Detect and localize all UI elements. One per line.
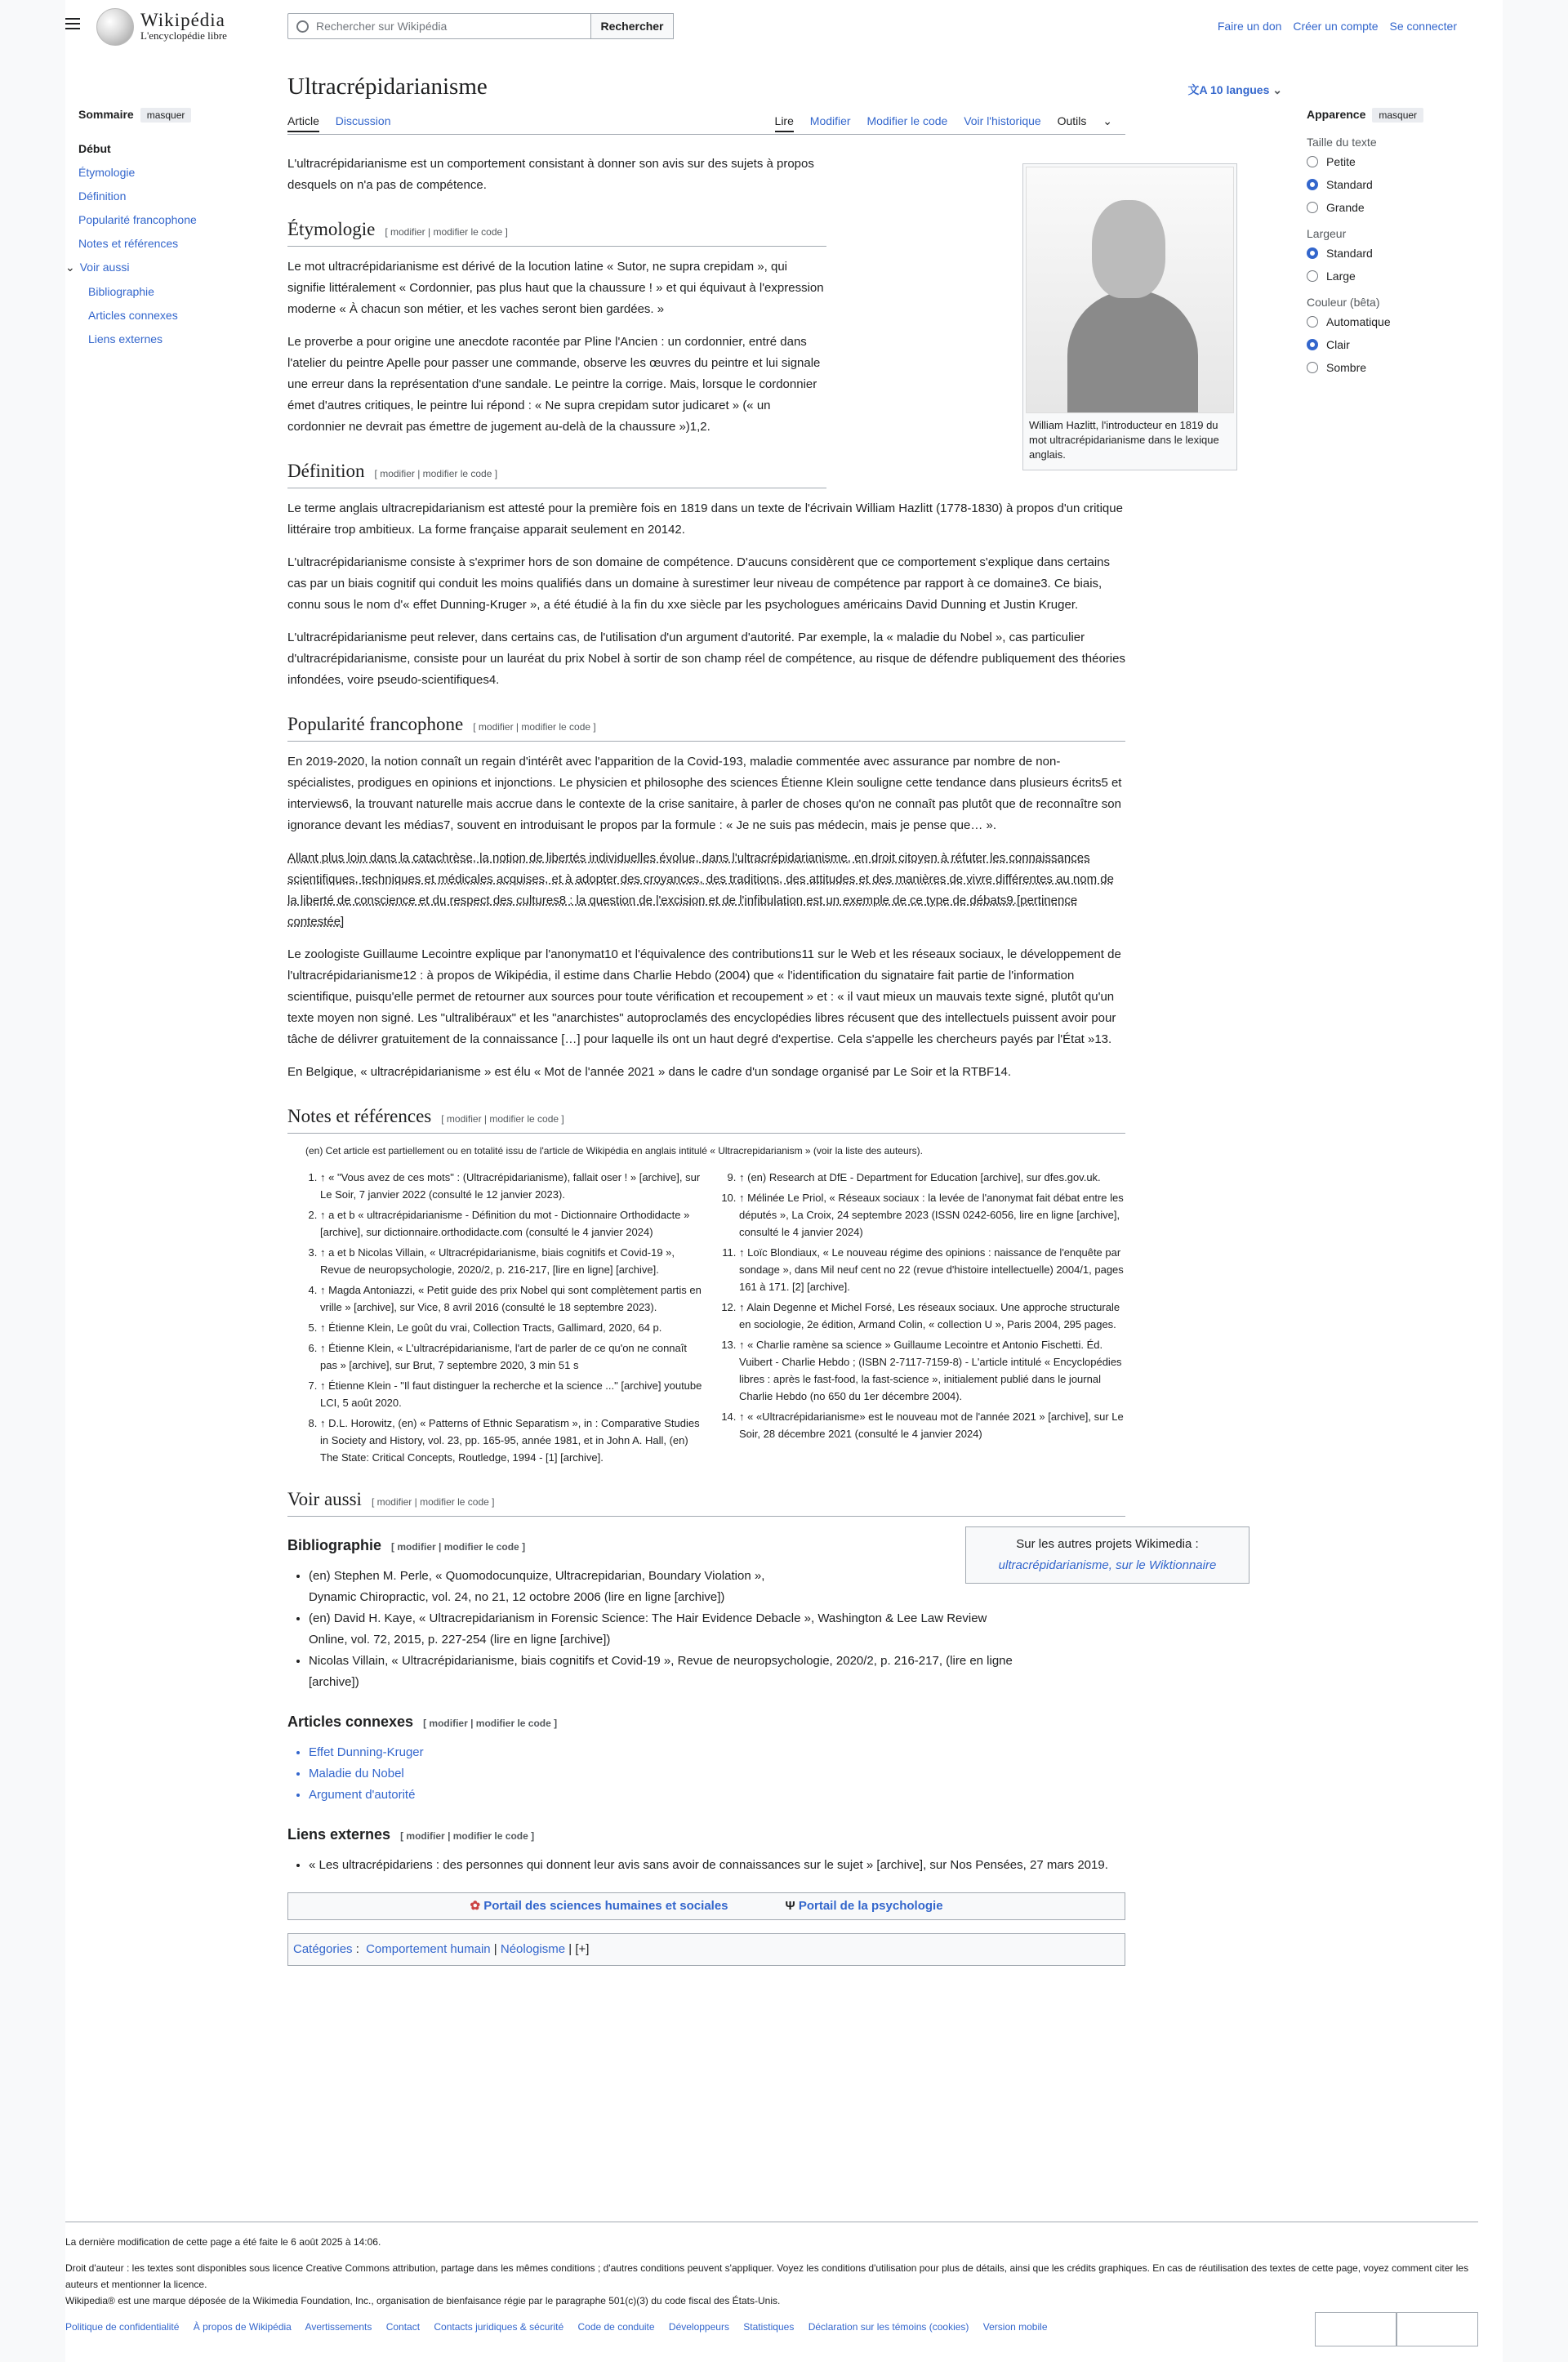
pop-paragraph-3: Le zoologiste Guillaume Lecointre explique par l'anonymat10 et l'équivalence des contributions11 sur le Web et les réseaux sociaux, le développement de l'ultracrépidarianisme12 : à propos de Wikipédia, il estime dans Charlie Hebdo (2004) que « l'identification du signataire fait partie de l'information scientifique, puisqu'elle permet de retourner aux sources pour toute vérification et recoupement » et : « il vaut mieux un mauvais texte signé, plutôt qu'un texte moyen non signé. Les "ultralibéraux" et les "anarchistes" autoproclamés des encyclopédies libres récusent que des intellectuels puissent avoir pour tâche de délivrer gratuitement de la connaissance […] pour laquelle ils ont un haut degré d'expertise. Cela s'appelle les chercheurs payés par l'État »13. [287, 947, 1121, 1046]
mediawiki-badge[interactable] [1396, 2312, 1478, 2346]
trademark-text: Wikipedia® est une marque déposée de la Wikimedia Foundation, Inc., organisation de bienfaisance régie par le paragraphe 501(c)(3) du code fiscal des États-Unis. [65, 2295, 781, 2306]
reference-item: 1. ↑ « "Vous avez de ces mots" : (Ultracrépidarianisme), fallait oser ! » [archive], sur Le Soir, 7 janvier 2022 (consulté le 12 janvier 2023). [320, 1169, 706, 1203]
section-liens-externes [287, 1824, 1125, 1847]
related-article-link[interactable]: • Argument d'autorité [309, 1785, 1125, 1806]
page-tabs [287, 114, 1125, 135]
bibliography-item: • Nicolas Villain, « Ultracrépidarianisme, biais cognitifs et Covid-19 », Revue de neuropsychologie, 2020/2, p. 216-217, (lire en ligne [archive]) [309, 1651, 1027, 1693]
footer-link[interactable]: Version mobile [982, 2321, 1048, 2333]
sister-projects-box [965, 1526, 1250, 1584]
reference-item: 9. ↑ (en) Research at DfE - Department for Education [archive], sur dfes.gov.uk. [739, 1169, 1125, 1186]
tab-history[interactable]: Voir l'historique [964, 114, 1041, 127]
portrait-image[interactable] [1026, 167, 1234, 413]
category-link[interactable]: Comportement humain [366, 1942, 491, 1956]
toc-item-debut[interactable]: Début [78, 142, 111, 155]
personal-nav [1209, 20, 1457, 33]
text-size-small[interactable] [1307, 155, 1478, 168]
reference-item: 10. ↑ Mélinée Le Priol, « Réseaux sociaux : la levée de l'anonymat fait débat entre les députés », La Croix, 24 septembre 2023 (ISSN 0242-6056, lire en ligne [archive], consulté le 4 janvier 2024) [739, 1189, 1125, 1241]
tab-edit[interactable]: Modifier [809, 114, 851, 127]
toc-title: Sommaire [78, 108, 134, 121]
reference-item: 11. ↑ Loïc Blondiaux, « Le nouveau régime des opinions : naissance de l'enquête par sondage », dans Mil neuf cent no 22 (revue d'histoire intellectuelle) 2004/1, pages 161 à 171. [2] [archive]. [739, 1244, 1125, 1295]
section-title: Étymologie [287, 219, 376, 239]
toc-title-row [78, 108, 261, 123]
footer-links [65, 2319, 1478, 2335]
edit-section-link[interactable]: [ modifier | modifier le code ] [441, 1113, 564, 1125]
table-of-contents [65, 108, 261, 356]
tab-edit-source[interactable]: Modifier le code [866, 114, 948, 127]
edit-section-link[interactable]: [ modifier | modifier le code ] [423, 1718, 558, 1729]
footer-link[interactable]: Développeurs [668, 2321, 729, 2333]
radio-selected-icon[interactable] [1307, 339, 1318, 350]
def-paragraph-3: L'ultracrépidarianisme peut relever, dans certains cas, de l'utilisation d'un argument d'autorité. Par exemple, la « maladie du Nobel », cas particulier d'ultracrépidarianisme, consiste pour un lauréat du prix Nobel à sortir de son champ réel de compétence, au risque de défendre publiquement des théories infondées, voire pseudo-scientifiques4. [287, 631, 1125, 687]
toc-subitem-liens-externes[interactable]: Liens externes [88, 332, 163, 345]
reference-item: 5. ↑ Étienne Klein, Le goût du vrai, Collection Tracts, Gallimard, 2020, 64 p. [320, 1319, 706, 1336]
option-label: Standard [1326, 247, 1373, 260]
option-label: Sombre [1326, 361, 1367, 374]
footer-link[interactable]: Code de conduite [577, 2321, 655, 2333]
section-title: Popularité francophone [287, 714, 464, 734]
footer-link[interactable]: Politique de confidentialité [65, 2321, 180, 2333]
main-menu-icon[interactable] [65, 18, 80, 33]
edit-section-link[interactable]: [ modifier | modifier le code ] [400, 1830, 535, 1842]
section-articles-connexes [287, 1711, 1125, 1734]
section-title: Notes et références [287, 1106, 432, 1126]
tab-article[interactable]: Article [287, 114, 319, 132]
related-article-link[interactable]: • Maladie du Nobel [309, 1763, 1125, 1785]
tab-tools-label: Outils [1057, 114, 1087, 127]
wikimedia-badge[interactable] [1315, 2312, 1396, 2346]
page-title: Ultracrépidarianisme [287, 74, 488, 100]
search-icon [296, 20, 309, 33]
bibliography-item: • (en) Stephen M. Perle, « Quomodocunquize, Ultracrepidarian, Boundary Violation », Dynamic Chiropractic, vol. 24, no 21, 12 octobre 2006 (lire en ligne [archive]) [309, 1566, 766, 1608]
portals-bar [287, 1892, 1125, 1920]
notes-intro: (en) Cet article est partiellement ou en totalité issu de l'article de Wikipédia en anglais intitulé « Ultracrepidarianism » (voir la liste des auteurs). [305, 1145, 923, 1156]
toc-item-etymologie[interactable]: Étymologie [78, 166, 136, 179]
option-label: Large [1326, 270, 1356, 283]
radio-selected-icon[interactable] [1307, 247, 1318, 259]
option-label: Petite [1326, 155, 1356, 168]
reference-item: 13. ↑ « Charlie ramène sa science » Guillaume Lecointre et Antonio Fischetti. Éd. Vuibert - Charlie Hebdo ; (ISBN 2-7117-7159-8) - L'article intitulé « Encyclopédies libres : après le fast-food, la fast-science », initialement publié dans le journal Charlie Hebdo (no 650 du 1er décembre 2004). [739, 1336, 1125, 1405]
text-size-label: Taille du texte [1307, 136, 1377, 149]
radio-selected-icon[interactable] [1307, 179, 1318, 190]
reference-item: 3. ↑ a et b Nicolas Villain, « Ultracrépidarianisme, biais cognitifs et Covid-19 », Revue de neuropsychologie, 2020/2, p. 216-217, [lire en ligne] [archive]. [320, 1244, 706, 1278]
option-label: Clair [1326, 338, 1350, 351]
section-voir-aussi [287, 1489, 1125, 1517]
toc-subitem-bibliographie[interactable]: Bibliographie [88, 285, 154, 298]
footer-link[interactable]: Statistiques [743, 2321, 795, 2333]
footer-link[interactable]: Contacts juridiques & sécurité [434, 2321, 564, 2333]
radio-icon[interactable] [1307, 316, 1318, 328]
reference-item: 7. ↑ Étienne Klein - "Il faut distinguer la recherche et la science ..." [archive] youtube LCI, 5 août 2020. [320, 1377, 706, 1411]
color-light[interactable] [1307, 338, 1478, 351]
radio-icon[interactable] [1307, 362, 1318, 373]
appearance-title: Apparence [1307, 108, 1366, 121]
translate-icon: 文A [1187, 83, 1210, 96]
external-link-item[interactable]: • « Les ultracrépidariens : des personnes qui donnent leur avis sans avoir de connaissances sur le sujet » [archive], sur Nos Pensées, 27 mars 2019. [309, 1855, 1125, 1876]
edit-section-link[interactable]: [ modifier | modifier le code ] [385, 226, 508, 238]
edit-section-link[interactable]: [ modifier | modifier le code ] [473, 721, 596, 733]
category-link[interactable]: Néologisme [500, 1942, 566, 1956]
bibliography-list [287, 1566, 1013, 1693]
intro-paragraph: L'ultracrépidarianisme est un comportement consistant à donner son avis sur des sujets à propos desquels on n'a pas de compétence. [287, 157, 814, 192]
radio-icon[interactable] [1307, 270, 1318, 282]
color-auto[interactable] [1307, 315, 1478, 328]
toc-item-voir-aussi[interactable] [65, 261, 261, 274]
logo-title[interactable]: Wikipédia [140, 10, 225, 30]
edit-section-link[interactable]: [ modifier | modifier le code ] [391, 1541, 526, 1553]
logo-subtitle: L'encyclopédie libre [140, 29, 227, 42]
color-dark[interactable] [1307, 361, 1478, 374]
last-modified: La dernière modification de cette page a été faite le 6 août 2025 à 14:06. [65, 2236, 381, 2248]
categories-bar: Catégories : Comportement humain | Néologisme | [+] [287, 1933, 1125, 1966]
external-links-list [287, 1855, 1125, 1876]
def-paragraph-1: Le terme anglais ultracrepidarianism est attesté pour la première fois en 1819 dans un texte de l'écrivain William Hazlitt (1778-1830) à propos d'un critique littéraire trop ambitieux. La forme française apparait seulement en 20142. [287, 501, 1123, 537]
section-notes [287, 1106, 1125, 1134]
bibliography-item: • (en) David H. Kaye, « Ultracrepidarianism in Forensic Science: The Hair Evidence Debacle », Washington & Lee Law Review Online, vol. 72, 2015, p. 227-254 (lire en ligne [archive]) [309, 1608, 1027, 1651]
edit-section-link[interactable]: [ modifier | modifier le code ] [371, 1496, 495, 1508]
radio-icon[interactable] [1307, 156, 1318, 167]
references-list [287, 1169, 1125, 1466]
portal-label: Portail des sciences humaines et sociales [483, 1899, 728, 1913]
footer-link[interactable]: Avertissements [305, 2321, 372, 2333]
donate-link[interactable]: Faire un don [1217, 20, 1282, 33]
reference-item: 14. ↑ « «Ultracrépidarianisme» est le nouveau mot de l'année 2021 » [archive], sur Le Soir, 28 décembre 2021 (consulté le 4 janvier 2024) [739, 1408, 1125, 1442]
tab-tools[interactable]: Outils ⌄ [1057, 114, 1112, 127]
section-title: Voir aussi [287, 1489, 362, 1509]
create-account-link[interactable]: Créer un compte [1293, 20, 1379, 33]
def-paragraph-2: L'ultracrépidarianisme consiste à s'exprimer hors de son domaine de compétence. D'aucuns considèrent que ce comportement s'explique dans certains cas par un biais cognitif qui conduit les moins qualifiés dans un domaine à surestimer leur niveau de compétence par rapport à ce domaine3. Ce biais, connu sous le nom d'« effet Dunning-Kruger », a été étudié à la fin du xxe siècle par les psychologues américains David Dunning et Justin Kruger. [287, 555, 1110, 612]
pop-paragraph-2: Allant plus loin dans la catachrèse, la notion de libertés individuelles évolue, dans l'ultracrépidarianisme, en droit citoyen à réfuter les connaissances scientifiques, techniques et médicales acquises, et à adopter des croyances, des traditions, des attitudes et des manières de vivre différentes au nom de la liberté de conscience et du respect des cultures8 : la question de l'excision et de l'infibulation est un exemple de ce type de débats9.[pertinence contestée] [287, 851, 1114, 929]
sister-title: Sur les autres projets Wikimedia : [1016, 1537, 1199, 1551]
language-button[interactable] [1188, 82, 1282, 98]
wiktionary-link[interactable]: ultracrépidarianisme, sur le Wiktionnaire [998, 1558, 1217, 1572]
section-popularite [287, 714, 1125, 742]
toc-hide-button[interactable]: masquer [140, 108, 192, 123]
toc-item-voir-aussi-label: Voir aussi [79, 261, 130, 274]
section-title: Articles connexes [287, 1714, 414, 1730]
portal-icon: ✿ [470, 1899, 484, 1913]
reference-item: 2. ↑ a et b « ultracrépidarianisme - Définition du mot - Dictionnaire Orthodidacte » [archive], sur dictionnaire.orthodidacte.com (consulté le 4 janvier 2024) [320, 1206, 706, 1241]
width-large[interactable] [1307, 270, 1478, 283]
appearance-title-row [1307, 108, 1478, 123]
tab-discussion[interactable]: Discussion [335, 114, 391, 127]
pop-paragraph-4: En Belgique, « ultracrépidarianisme » est élu « Mot de l'année 2021 » dans le cadre d'un sondage organisé par Le Soir et la RTBF14. [287, 1065, 1012, 1079]
related-articles-list [287, 1742, 1125, 1806]
toc-subitem-articles-connexes[interactable]: Articles connexes [88, 309, 178, 322]
section-title: Bibliographie [287, 1537, 382, 1553]
chevron-down-icon: ⌄ [1272, 83, 1282, 96]
portrait-face-shape [1092, 200, 1165, 298]
option-label: Grande [1326, 201, 1365, 214]
width-standard[interactable] [1307, 247, 1478, 260]
categories-label[interactable]: Catégories [293, 1942, 353, 1956]
infobox [1022, 163, 1237, 470]
etym-paragraph-2: Le proverbe a pour origine une anecdote racontée par Pline l'Ancien : un cordonnier, entré dans l'atelier du peintre Apelle pour passer une commande, observe les œuvres du peintre et lui signale une erreur dans la représentation d'une sandale. Le peintre la corrige. Mais, lorsque le cordonnier émet d'autres critiques, le peintre lui répond : « Ne supra crepidam sutor judicaret » (« un cordonnier ne devrait pas émettre de jugement au-delà de la chaussure »)1,2. [287, 335, 821, 434]
portal-label: Portail de la psychologie [798, 1899, 943, 1913]
section-title: Liens externes [287, 1826, 391, 1843]
login-link[interactable]: Se connecter [1389, 20, 1457, 33]
reference-item: 8. ↑ D.L. Horowitz, (en) « Patterns of Ethnic Separatism », in : Comparative Studies in Society and History, vol. 23, pp. 165-95, année 1981, et in John A. Hall, (en) The State: Critical Concepts, Routledge, 1994 - [1] [archive]. [320, 1415, 706, 1466]
search-input[interactable] [287, 13, 591, 39]
toc-item-popularite[interactable]: Popularité francophone [78, 213, 197, 226]
reference-item: 4. ↑ Magda Antoniazzi, « Petit guide des prix Nobel qui sont complètement partis en vrille » [archive], sur Vice, 8 avril 2016 (consulté le 18 septembre 2023). [320, 1281, 706, 1316]
option-label: Automatique [1326, 315, 1391, 328]
text-size-large[interactable] [1307, 201, 1478, 214]
text-size-standard[interactable] [1307, 178, 1478, 191]
related-article-link[interactable]: • Effet Dunning-Kruger [309, 1742, 1125, 1763]
intro-column [287, 154, 826, 488]
section-etymologie [287, 219, 826, 247]
color-label: Couleur (bêta) [1307, 296, 1380, 309]
infobox-caption: William Hazlitt, l'introducteur en 1819 du mot ultracrépidarianisme dans le lexique anglais. [1029, 419, 1219, 461]
etym-paragraph-1: Le mot ultracrépidarianisme est dérivé de la locution latine « Sutor, ne supra crepidam », qui signifie littéralement « Cordonnier, pas plus haut que la chaussure ! » et qui équivaut à l'expression moderne « À chacun son métier, et les vaches seront bien gardées. » [287, 260, 824, 316]
tab-read[interactable]: Lire [775, 114, 794, 132]
toc-list [65, 142, 261, 345]
psi-icon: Ψ [785, 1899, 799, 1913]
footer-link[interactable]: Déclaration sur les témoins (cookies) [808, 2321, 969, 2333]
language-count: 10 langues [1210, 83, 1270, 96]
portal-sciences-humaines[interactable] [470, 1896, 728, 1917]
reference-item: 12. ↑ Alain Degenne et Michel Forsé, Les réseaux sociaux. Une approche structurale en sociologie, 2e édition, Armand Colin, « collection U », Paris 2004, 295 pages. [739, 1299, 1125, 1333]
search-button[interactable]: Rechercher [590, 13, 674, 39]
page [65, 0, 1503, 2362]
categories-expand-button[interactable]: [+] [575, 1942, 590, 1956]
license-text: Droit d'auteur : les textes sont disponibles sous licence Creative Commons attribution, partage dans les mêmes conditions ; d'autres conditions peuvent s'appliquer. Voyez les conditions d'utilisation pour plus de détails, ainsi que les crédits graphiques. En cas de réutilisation des textes de cette page, voyez comment citer les auteurs et mentionner la licence. [65, 2262, 1469, 2290]
section-definition [287, 461, 826, 488]
footer-link[interactable]: Contact [385, 2321, 421, 2333]
footer-link[interactable]: À propos de Wikipédia [193, 2321, 292, 2333]
wikipedia-logo-globe[interactable] [96, 8, 134, 46]
search-placeholder: Rechercher sur Wikipédia [316, 20, 448, 33]
header [65, 0, 1503, 51]
option-label: Standard [1326, 178, 1373, 191]
footer [65, 2222, 1478, 2335]
chevron-down-icon[interactable]: ⌄ [65, 261, 75, 274]
toc-item-notes[interactable]: Notes et références [78, 237, 179, 250]
article-content [287, 154, 1219, 1966]
edit-section-link[interactable]: [ modifier | modifier le code ] [374, 468, 498, 479]
portrait-body-shape [1067, 290, 1198, 412]
pop-paragraph-1: En 2019-2020, la notion connaît un regain d'intérêt avec l'apparition de la Covid-193, maladie commentée avec assurance par nombre de non-spécialistes, prodigues en opinions et injonctions. Le physicien et philosophe des sciences Étienne Klein souligne cette tendance dans plusieurs écrits5 et interviews6, la trouvant naturelle mais accrue dans le contexte de la crise sanitaire, à parler de choses qu'on ne connaît pas plutôt que de reconnaître son ignorance devant les médias7, souvent en introduisant le propos par la formule : « Je ne suis pas médecin, mais je pense que… ». [287, 755, 1122, 832]
portal-psychologie[interactable] [786, 1896, 943, 1917]
radio-icon[interactable] [1307, 202, 1318, 213]
section-title: Définition [287, 461, 365, 481]
width-label: Largeur [1307, 227, 1347, 240]
appearance-panel [1307, 108, 1478, 384]
toc-item-definition[interactable]: Définition [78, 189, 127, 203]
appearance-hide-button[interactable]: masquer [1372, 108, 1423, 123]
reference-item: 6. ↑ Étienne Klein, « L'ultracrépidarianisme, l'art de parler de ce qu'on ne connaît pas » [archive], sur Brut, 7 septembre 2020, 3 min 51 s [320, 1339, 706, 1374]
